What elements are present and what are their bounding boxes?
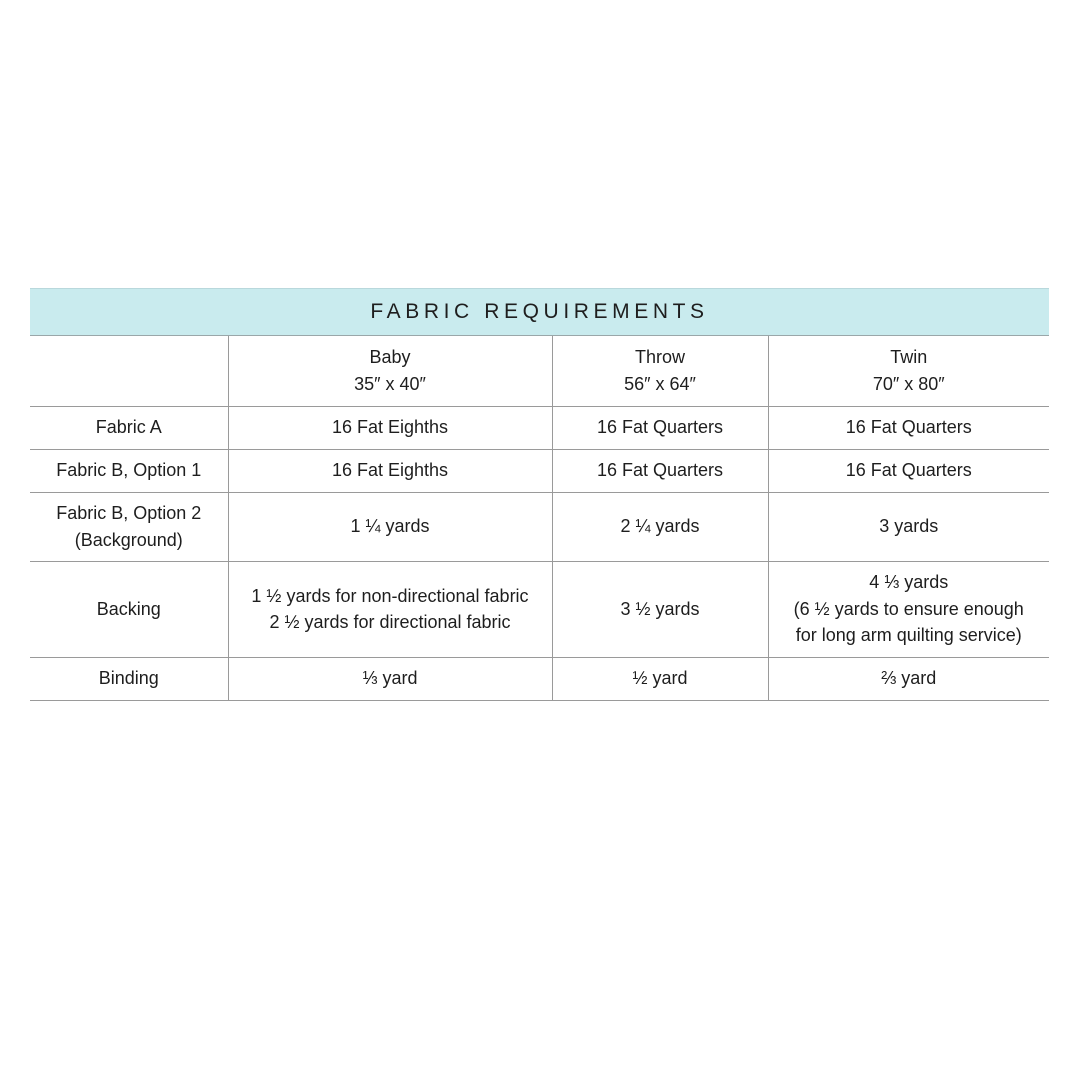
table-row: [30, 492, 1049, 561]
fabric-requirements-table: [30, 288, 1049, 701]
cell-text: 16 Fat Eighths: [331, 460, 449, 481]
table-row: [30, 561, 1049, 657]
table-cell: [228, 406, 552, 449]
row-label-text: Backing: [96, 598, 161, 619]
cell-text: 16 Fat Quarters: [596, 460, 724, 481]
table-cell: [228, 492, 552, 561]
cell-text: 2 ¼ yards: [620, 516, 700, 537]
cell-text: ½ yard: [632, 668, 688, 689]
cell-text: 16 Fat Eighths: [331, 417, 449, 438]
row-label-binding: [30, 657, 228, 700]
table-cell: [228, 657, 552, 700]
table-cell: [768, 657, 1049, 700]
cell-text: 1 ¼ yards: [350, 516, 430, 537]
table-cell: [552, 657, 768, 700]
cell-text: 16 Fat Quarters: [596, 417, 724, 438]
table-cell: [552, 449, 768, 492]
requirements-grid: [30, 336, 1049, 701]
row-label-fabric-b-option-1: [30, 449, 228, 492]
cell-text: 3 yards: [879, 516, 939, 537]
table-cell: [228, 561, 552, 657]
corner-cell: [30, 336, 228, 406]
column-size: 70″ x 80″: [872, 373, 945, 394]
cell-text: for long arm quilting service): [795, 625, 1022, 646]
row-label-fabric-b-option-2: [30, 492, 228, 561]
table-cell: [768, 561, 1049, 657]
table-row: [30, 449, 1049, 492]
column-name: Throw: [634, 347, 685, 368]
cell-text: ⅓ yard: [362, 668, 418, 689]
column-size: 35″ x 40″: [354, 373, 426, 394]
table-title: FABRIC REQUIREMENTS: [30, 288, 1049, 336]
row-label-text: Fabric B, Option 1: [56, 460, 202, 481]
row-label-subtext: (Background): [74, 529, 183, 550]
table-cell: [768, 449, 1049, 492]
cell-text: ⅔ yard: [881, 668, 937, 689]
cell-text: 1 ½ yards for non-directional fabric: [251, 585, 529, 606]
table-row: [30, 657, 1049, 700]
cell-text: 16 Fat Quarters: [845, 460, 972, 481]
row-label-text: Binding: [98, 668, 159, 689]
column-header-twin: [768, 336, 1049, 406]
table-cell: [768, 492, 1049, 561]
header-row: [30, 336, 1049, 406]
cell-text: (6 ½ yards to ensure enough: [793, 598, 1024, 619]
row-label-text: Fabric B, Option 2: [56, 503, 202, 523]
row-label-fabric-a: [30, 406, 228, 449]
table-cell: [768, 406, 1049, 449]
cell-text: 3 ½ yards: [620, 598, 700, 619]
column-size: 56″ x 64″: [624, 373, 696, 394]
cell-text: 16 Fat Quarters: [845, 417, 972, 438]
table-cell: [552, 406, 768, 449]
cell-text: 4 ⅓ yards: [869, 572, 949, 593]
column-header-throw: [552, 336, 768, 406]
row-label-text: Fabric A: [95, 417, 162, 438]
column-header-baby: [228, 336, 552, 406]
column-name: Baby: [369, 347, 411, 368]
table-cell: [228, 449, 552, 492]
column-name: Twin: [890, 347, 928, 368]
row-label-backing: [30, 561, 228, 657]
table-row: [30, 406, 1049, 449]
cell-text: 2 ½ yards for directional fabric: [269, 612, 511, 632]
table-cell: [552, 492, 768, 561]
table-cell: [552, 561, 768, 657]
